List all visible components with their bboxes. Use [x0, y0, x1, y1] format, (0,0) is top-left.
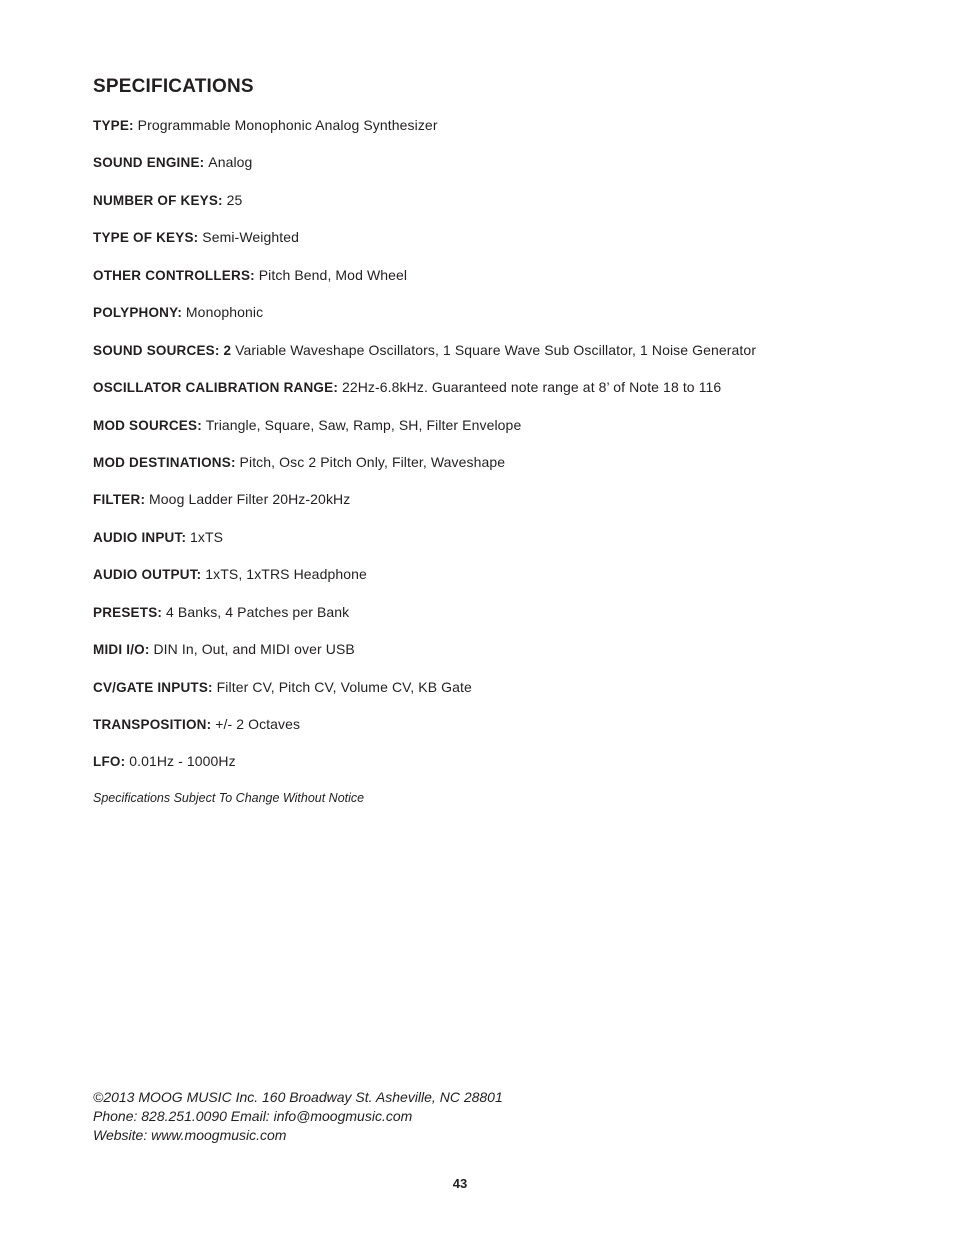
spec-row-polyphony [93, 303, 913, 340]
spec-row-mod-destinations [93, 453, 913, 490]
spec-value: Pitch, Osc 2 Pitch Only, Filter, Waveshape [239, 453, 506, 470]
spec-label: MOD DESTINATIONS: [93, 454, 236, 470]
spec-value: +/- 2 Octaves [215, 716, 301, 732]
footer-website: Website: www.moogmusic.com [93, 1127, 287, 1143]
spec-label: OTHER CONTROLLERS: [93, 267, 255, 283]
spec-row-cv-gate-inputs [93, 678, 913, 715]
page-title: SPECIFICATIONS [93, 76, 254, 97]
spec-value: 1xTS [190, 528, 224, 545]
spec-row-sound-sources [93, 341, 913, 378]
spec-row-type [93, 116, 913, 153]
spec-label: TRANSPOSITION: [93, 717, 212, 732]
footer [93, 1088, 503, 1145]
spec-row-mod-sources [93, 416, 913, 453]
spec-row-filter [93, 490, 913, 527]
spec-label: TYPE: [93, 118, 134, 133]
spec-value: DIN In, Out, and MIDI over USB [153, 641, 355, 658]
spec-label: AUDIO OUTPUT: [93, 567, 202, 583]
spec-value: Triangle, Square, Saw, Ramp, SH, Filter Envelope [205, 416, 522, 433]
disclaimer: Specifications Subject To Change Without Notice [93, 791, 365, 805]
spec-value: 22Hz-6.8kHz. Guaranteed note range at 8’ of Note 18 to 116 [341, 379, 722, 396]
spec-value: Analog [208, 154, 253, 171]
spec-label: TYPE OF KEYS: [93, 230, 199, 246]
spec-value: 1xTS, 1xTRS Headphone [205, 566, 367, 583]
spec-row-number-of-keys [93, 191, 913, 228]
spec-row-type-of-keys [93, 228, 913, 265]
spec-value: Semi-Weighted [202, 229, 300, 246]
spec-row-lfo [93, 752, 913, 789]
spec-value: Programmable Monophonic Analog Synthesizer [137, 117, 438, 133]
spec-label: CV/GATE INPUTS: [93, 679, 213, 695]
spec-value: 25 [226, 191, 243, 208]
spec-value: Monophonic [185, 304, 264, 321]
spec-label: AUDIO INPUT: [93, 529, 187, 545]
spec-row-audio-output [93, 565, 913, 602]
spec-label: OSCILLATOR CALIBRATION RANGE: [93, 380, 339, 396]
spec-value: Variable Waveshape Oscillators, 1 Square Wave Sub Oscillator, 1 Noise Generator [235, 341, 757, 358]
spec-row-sound-engine [93, 153, 913, 190]
footer-address: ©2013 MOOG MUSIC Inc. 160 Broadway St. Asheville, NC 28801 [93, 1089, 503, 1105]
spec-row-oscillator-calibration-range [93, 378, 913, 415]
spec-row-other-controllers [93, 266, 913, 303]
spec-row-transposition [93, 715, 913, 752]
spec-label: SOUND SOURCES: 2 [93, 342, 232, 358]
spec-label: MOD SOURCES: [93, 417, 202, 433]
page-number: 43 [452, 1176, 468, 1191]
spec-value: 4 Banks, 4 Patches per Bank [166, 603, 350, 620]
spec-label: NUMBER OF KEYS: [93, 192, 223, 208]
spec-row-midi-io [93, 640, 913, 677]
spec-value: Moog Ladder Filter 20Hz-20kHz [149, 491, 351, 508]
spec-label: MIDI I/O: [93, 642, 150, 658]
footer-contact: Phone: 828.251.0090 Email: info@moogmusic.com [93, 1108, 413, 1124]
spec-row-audio-input [93, 528, 913, 565]
spec-label: FILTER: [93, 492, 146, 508]
spec-label: LFO: [93, 754, 126, 770]
spec-value: Pitch Bend, Mod Wheel [258, 266, 408, 283]
spec-row-presets [93, 603, 913, 640]
spec-label: PRESETS: [93, 604, 163, 620]
spec-label: POLYPHONY: [93, 305, 183, 321]
spec-label: SOUND ENGINE: [93, 155, 205, 171]
spec-value: Filter CV, Pitch CV, Volume CV, KB Gate [216, 678, 472, 695]
spec-value: 0.01Hz - 1000Hz [129, 753, 236, 770]
spec-list [93, 116, 913, 790]
